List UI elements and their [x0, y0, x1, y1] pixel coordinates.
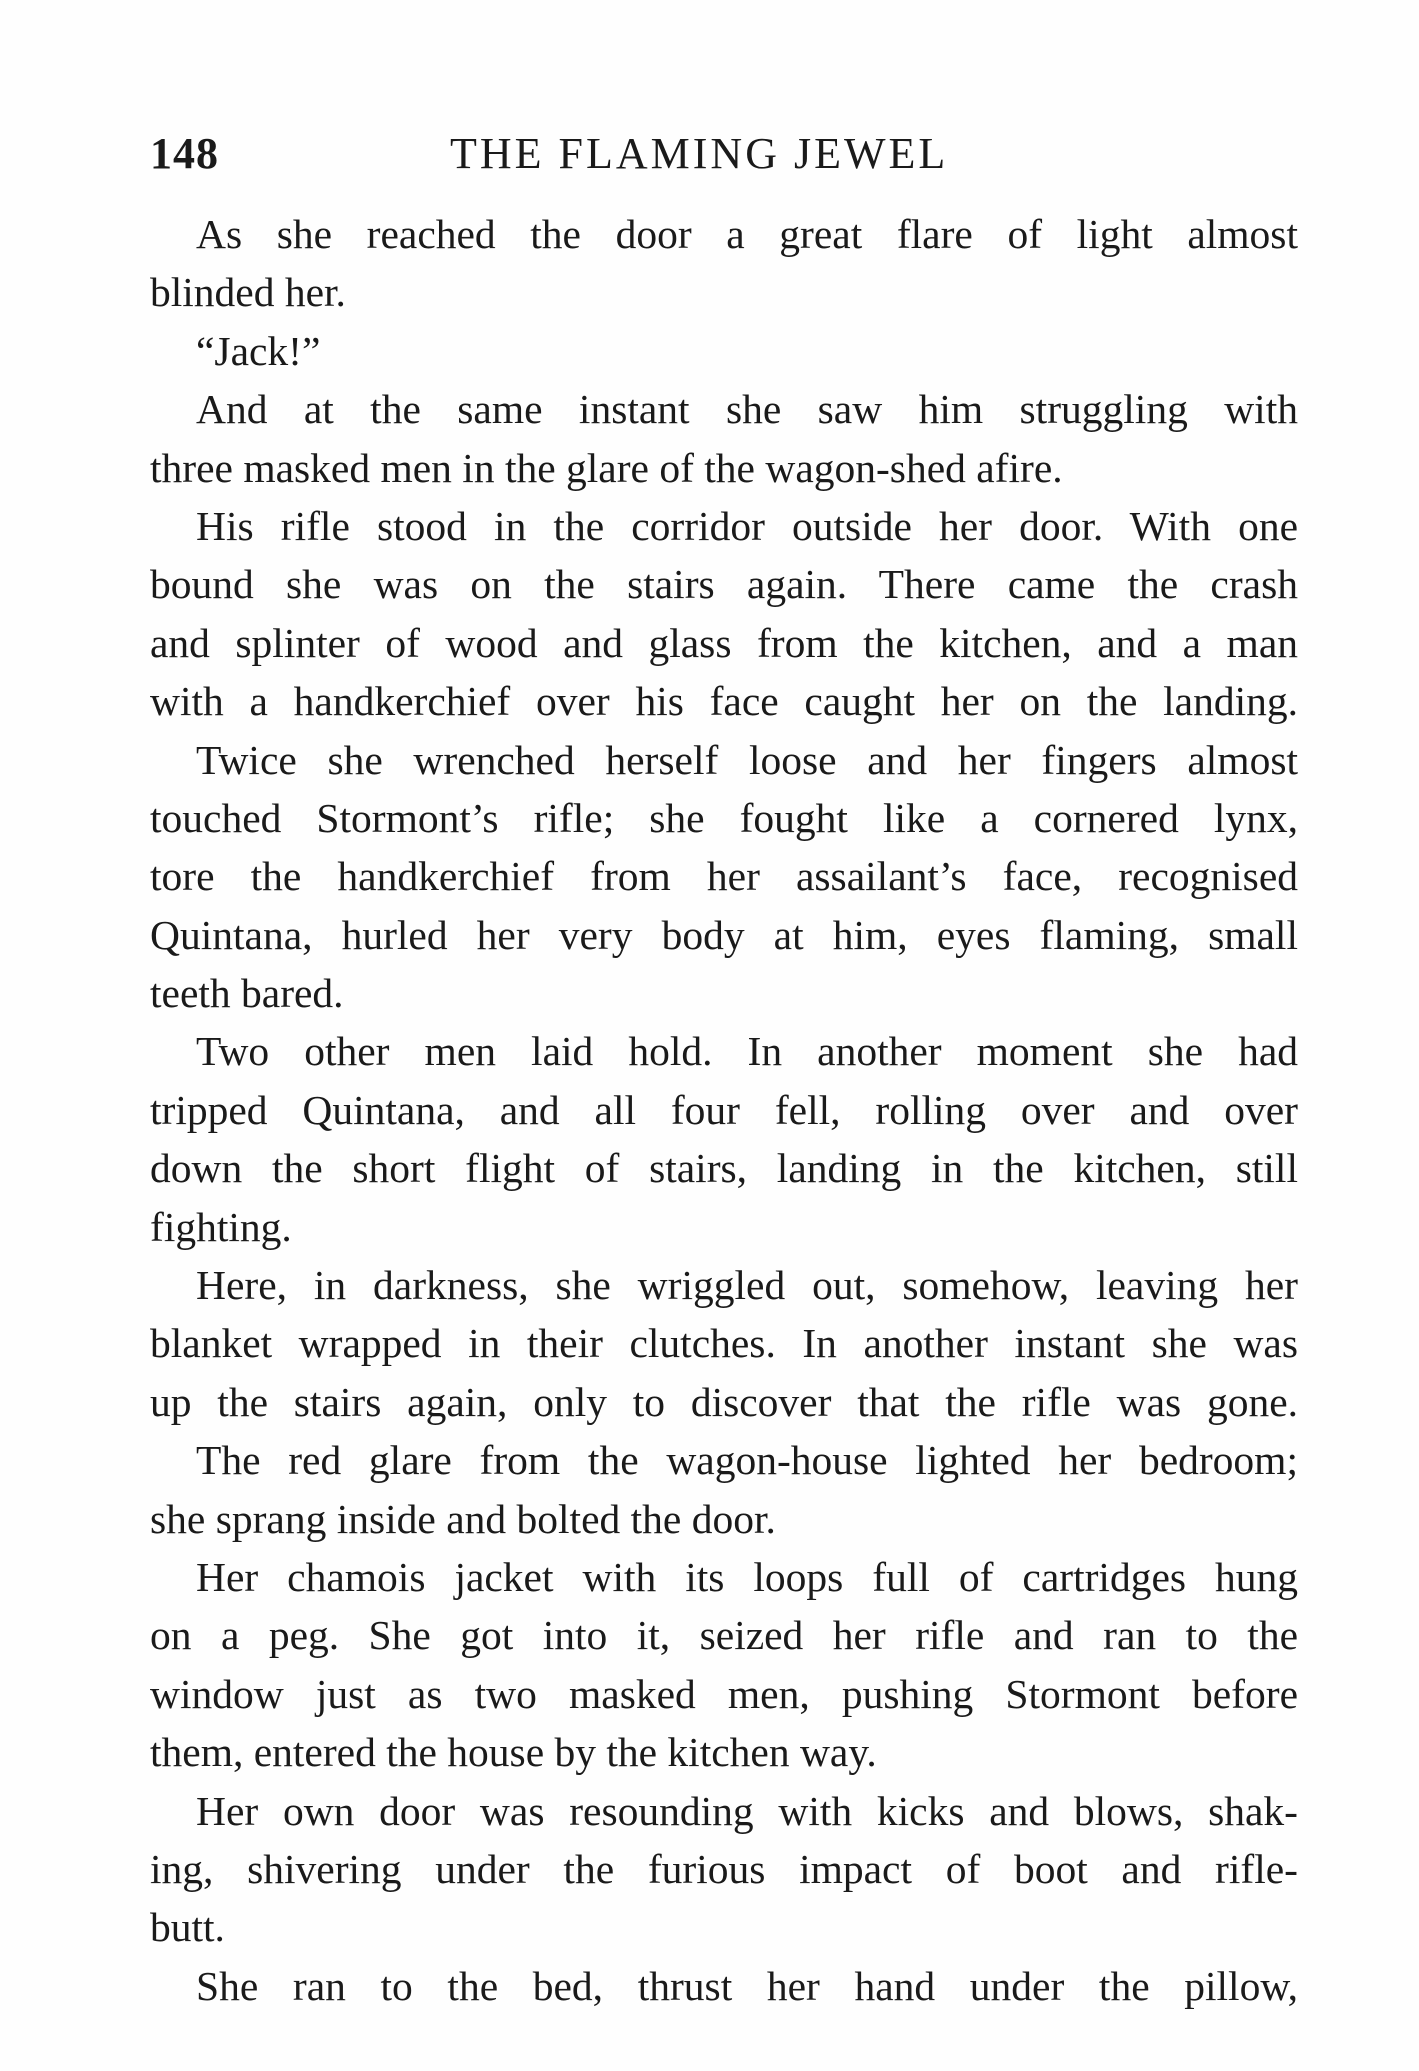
text-line: “Jack!” — [196, 327, 321, 374]
text-line: His rifle stood in the corridor outside her door. With one — [196, 502, 1298, 549]
text-line: tore the handkerchief from her assailant’s face, recognised — [150, 853, 1298, 900]
text-line: fighting. — [150, 1203, 292, 1250]
text-line: she sprang inside and bolted the door. — [150, 1495, 776, 1542]
text-line: them, entered the house by the kitchen way. — [150, 1729, 877, 1776]
text-line: Her own door was resounding with kicks and blows, shak- — [196, 1787, 1298, 1834]
text-line: bound she was on the stairs again. There came the crash — [150, 561, 1298, 608]
page-number: 148 — [150, 129, 219, 178]
text-line: ing, shivering under the furious impact of boot and rifle- — [150, 1845, 1298, 1892]
running-head — [150, 128, 1295, 188]
text-line: up the stairs again, only to discover that the rifle was gone. — [150, 1378, 1298, 1425]
text-line: And at the same instant she saw him struggling with — [196, 386, 1298, 433]
body-text — [150, 205, 1298, 2015]
text-line: with a handkerchief over his face caught her on the landing. — [150, 678, 1298, 725]
text-line: Her chamois jacket with its loops full of cartridges hung — [196, 1553, 1298, 1600]
text-line: She ran to the bed, thrust her hand under the pillow, — [196, 1962, 1298, 2009]
text-line: As she reached the door a great flare of light almost — [196, 211, 1298, 257]
text-line: window just as two masked men, pushing Stormont before — [150, 1670, 1298, 1717]
text-line: butt. — [150, 1904, 225, 1951]
text-line: blinded her. — [150, 269, 346, 316]
text-line: down the short flight of stairs, landing in the kitchen, still — [150, 1145, 1298, 1192]
text-line: Here, in darkness, she wriggled out, somehow, leaving her — [196, 1262, 1298, 1309]
text-line: on a peg. She got into it, seized her rifle and ran to the — [150, 1612, 1298, 1659]
text-line: Quintana, hurled her very body at him, eyes flaming, small — [150, 911, 1298, 958]
text-line: tripped Quintana, and all four fell, rolling over and over — [150, 1086, 1298, 1133]
text-line: touched Stormont’s rifle; she fought like a cornered lynx, — [150, 794, 1298, 841]
text-line: three masked men in the glare of the wagon-shed afire. — [150, 444, 1063, 491]
text-line: blanket wrapped in their clutches. In another instant she was — [150, 1320, 1298, 1367]
book-title: THE FLAMING JEWEL — [450, 129, 949, 178]
text-line: The red glare from the wagon-house lighted her bedroom; — [196, 1437, 1298, 1484]
text-line: and splinter of wood and glass from the kitchen, and a man — [150, 619, 1298, 666]
text-line: Two other men laid hold. In another moment she had — [196, 1028, 1298, 1075]
text-line: teeth bared. — [150, 970, 344, 1017]
text-line: Twice she wrenched herself loose and her fingers almost — [196, 736, 1298, 783]
